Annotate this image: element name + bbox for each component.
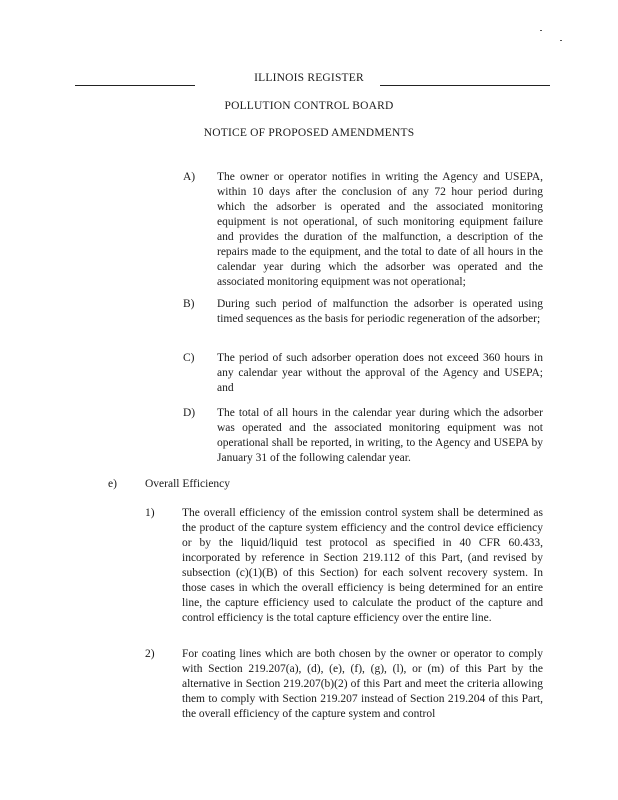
- item-b-text: During such period of malfunction the adsorber is operated using timed sequences as the basis for periodic regeneration of the adsorber;: [217, 298, 543, 325]
- item-a-label: A): [183, 171, 196, 183]
- header-rule-left: [75, 85, 195, 86]
- section-e-label: e): [108, 478, 117, 490]
- paragraph-1-label: 1): [145, 507, 155, 519]
- item-d-text: The total of all hours in the calendar year during which the adsorber was operated and the associated monitoring equipment was not operational shall be reported, in writing, to the Agency and USEPA by January 31 of the following calendar year.: [217, 407, 543, 464]
- item-d-label: D): [183, 407, 196, 419]
- header-rule-right: [380, 85, 550, 86]
- paragraph-2-label: 2): [145, 648, 155, 660]
- paragraph-2-text: For coating lines which are both chosen by the owner or operator to comply with Section 219.207(a), (d), (e), (f), (g), (l), or (m) of this Part by the alternative in Section 219.207(b)(2) of this Part and meet the criteria allowing them to comply with Section 219.207 instead of Section 219.204 of this Part, the overall efficiency of the capture system and control: [182, 648, 543, 720]
- board-title: POLLUTION CONTROL BOARD: [224, 100, 394, 112]
- section-e-heading: Overall Efficiency: [145, 478, 231, 490]
- register-title: ILLINOIS REGISTER: [254, 72, 364, 84]
- item-a-text: The owner or operator notifies in writing the Agency and USEPA, within 10 days after the conclusion of any 72 hour period during which the adsorber is operated and the associated monitoring equipment is not operational, of such monitoring equipment failure and provides the duration of the malfunction, a description of the repairs made to the equipment, and the total to date of all hours in the calendar year during which the adsorber was operated and the associated monitoring equipment was not operational;: [217, 171, 543, 288]
- item-b-label: B): [183, 298, 195, 310]
- item-c-label: C): [183, 352, 195, 364]
- item-c-text: The period of such adsorber operation does not exceed 360 hours in any calendar year without the approval of the Agency and USEPA; and: [217, 352, 543, 394]
- paragraph-1-text: The overall efficiency of the emission control system shall be determined as the product of the capture system efficiency and the control device efficiency or by the liquid/liquid test protocol as specified in 40 CFR 60.433, incorporated by reference in Section 219.112 of this Part, (and revised by subsection (c)(1)(B) of this Section) for each solvent recovery system. In those cases in which the overall efficiency is being determined for an entire line, the capture efficiency used to calculate the product of the capture and control efficiency is the total capture efficiency over the entire line.: [182, 507, 543, 624]
- scan-mark: [540, 30, 542, 31]
- scan-mark: [560, 40, 562, 41]
- notice-title: NOTICE OF PROPOSED AMENDMENTS: [203, 127, 415, 139]
